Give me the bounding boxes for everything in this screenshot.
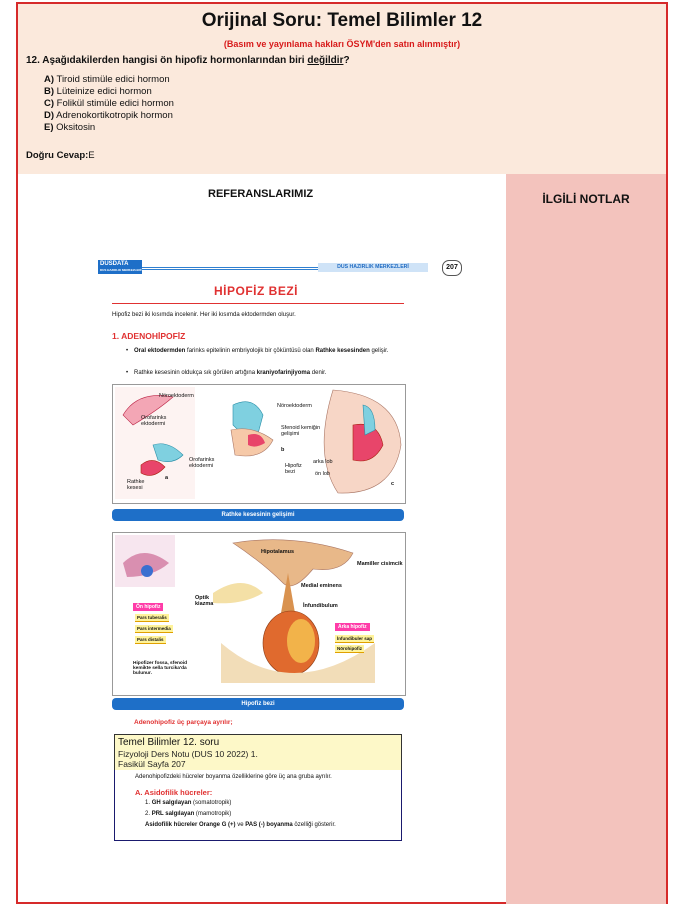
anterior-pituitary-tag: Ön hipofiz xyxy=(133,603,163,611)
source-line: Fasikül Sayfa 207 xyxy=(118,759,186,769)
fig2-label: İnfundibulum xyxy=(303,603,338,609)
acidophil-note: Asidofilik hücreler Orange G (+) ve PAS (-) boyanma özelliği gösterir. xyxy=(145,822,336,828)
fig1-label: Nöroektoderm xyxy=(277,403,312,409)
notes-panel xyxy=(506,174,666,904)
fig1-label: arka lob xyxy=(313,459,333,465)
fig1-label: c xyxy=(391,481,395,487)
question-emphasis: değildir xyxy=(307,55,344,66)
correct-answer: Doğru Cevap:E xyxy=(26,150,95,161)
copyright-notice: (Basım ve yayınlama hakları ÖSYM'den satın alınmıştır) xyxy=(223,39,461,49)
source-line: Temel Bilimler 12. soru xyxy=(118,737,220,748)
publisher-logo: DUSDATA DUS HAZIRLIK MERKEZLERİ xyxy=(100,261,142,272)
pituitary-figure xyxy=(112,532,406,696)
fig1-label: a xyxy=(165,475,169,481)
document-frame xyxy=(16,2,668,904)
references-heading: REFERANSLARIMIZ xyxy=(208,188,314,200)
fig2-label: Hipotalamus xyxy=(261,549,295,555)
fig1-label: Nöroektoderm xyxy=(159,393,194,399)
textbook-page xyxy=(92,256,458,846)
question-mark: ? xyxy=(343,55,350,66)
header-rule xyxy=(142,267,326,270)
option-a: A) Tiroid stimüle edici hormon xyxy=(44,74,170,85)
source-reference-box xyxy=(114,734,402,772)
acidophil-item: 1. GH salgılayan (somatotropik) xyxy=(145,800,232,806)
fig1-label: Sfenoid kemiğin gelişimi xyxy=(281,425,321,437)
fig1-label: Orofarinks ektodermi xyxy=(141,415,167,427)
page-number: 207 xyxy=(442,260,462,276)
acidophil-item: 2. PRL salgılayan (mamotropik) xyxy=(145,811,232,817)
fig2-label: Pars intermedia xyxy=(137,626,171,631)
fig1-label: Rathke kesesi xyxy=(127,479,145,491)
fig2-label: Pars tuberalis xyxy=(137,615,167,620)
bullet-item: • Rathke kesesinin oldukça sık görülen artığına kraniyofarinjiyoma denir. xyxy=(134,369,404,377)
fig2-label: Medial eminens xyxy=(301,583,342,589)
highlighted-excerpt xyxy=(114,770,402,841)
section-title: HİPOFİZ BEZİ xyxy=(214,284,298,298)
intro-text: Hipofiz bezi iki kısımda incelenir. Her iki kısımda ektodermden oluşur. xyxy=(112,312,296,318)
option-e: E) Oksitosin xyxy=(44,122,96,133)
option-c: C) Folikül stimüle edici hormon xyxy=(44,98,174,109)
fig1-label: Orofarinks ektodermi xyxy=(189,457,215,469)
figure2-caption: Hipofiz bezi xyxy=(112,698,404,710)
adeno-heading: Adenohipofiz üç parçaya ayrılır; xyxy=(134,719,233,726)
source-line: Fizyoloji Ders Notu (DUS 10 2022) 1. xyxy=(118,749,258,759)
fig1-label: ön lob xyxy=(315,471,330,477)
fig1-label: Hipofiz bezi xyxy=(285,463,302,475)
bullet-item: • Oral ektodermden farinks epitelinin embriyolojik bir çöküntüsü olan Rathke kesesinden gelişir. xyxy=(134,347,404,355)
posterior-pituitary-tag: Arka hipofiz xyxy=(335,623,370,631)
fig2-label: Optik kiazma xyxy=(195,595,214,607)
fig1-label: b xyxy=(281,447,285,453)
subsection-title: 1. ADENOHİPOFİZ xyxy=(112,331,186,341)
question-stem: 12. Aşağıdakilerden hangisi ön hipofiz hormonlarından biri xyxy=(26,55,308,66)
header-banner: DUS HAZIRLIK MERKEZLERİ xyxy=(318,263,428,272)
notes-heading: İLGİLİ NOTLAR xyxy=(542,192,630,206)
rathke-development-figure xyxy=(112,384,406,504)
section-divider xyxy=(112,303,404,304)
figure1-caption: Rathke kesesinin gelişimi xyxy=(112,509,404,521)
cells-intro: Adenohipofizdeki hücreler boyanma özelliklerine göre üç ana gruba ayrılır. xyxy=(135,774,332,780)
fig2-label: Nörohipofiz xyxy=(337,646,362,651)
fig2-label: İnfundibuler sap xyxy=(337,636,373,641)
acidophil-heading: A. Asidofilik hücreler: xyxy=(135,788,213,797)
rathke-illustration xyxy=(113,385,405,503)
fig2-label: Hipofizer fossa, sfenoid kemikte sella turcika'da bulunur. xyxy=(133,661,188,676)
fig2-label: Mamiller cisimcik xyxy=(357,561,403,567)
option-d: D) Adrenokortikotropik hormon xyxy=(44,110,173,121)
question-text xyxy=(26,55,350,66)
fig2-label: Pars distalis xyxy=(137,637,164,642)
option-b: B) Lüteinize edici hormon xyxy=(44,86,152,97)
answer-options xyxy=(44,74,174,134)
page-title: Orijinal Soru: Temel Bilimler 12 xyxy=(201,10,483,31)
question-panel xyxy=(18,4,666,174)
